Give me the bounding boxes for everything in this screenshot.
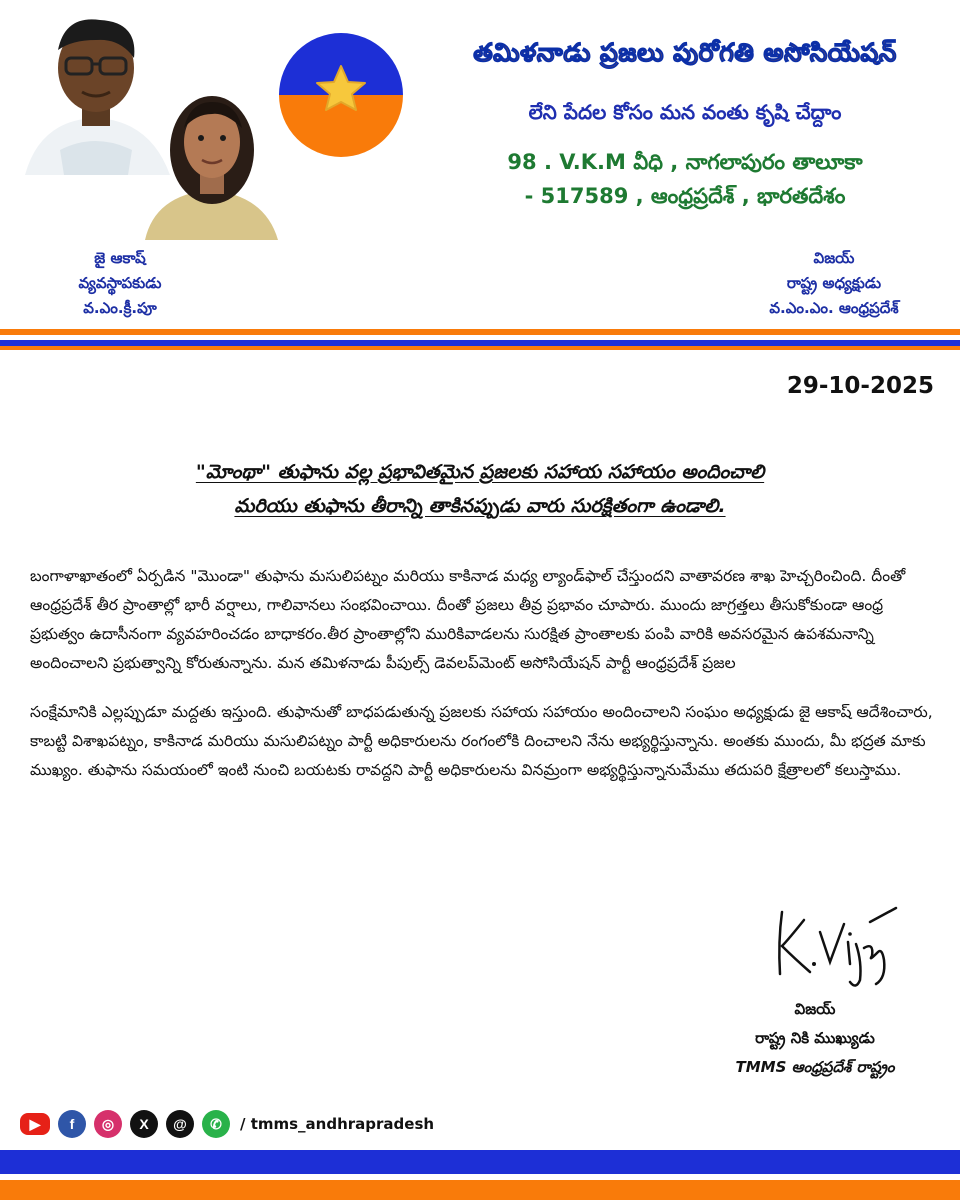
signature-block [700,995,930,1082]
president-name: విజయ్ [813,249,855,267]
founder-name: జై ఆకాష్ [94,249,146,267]
founder-role: వ్యవస్థాపకుడు [78,274,162,292]
tagline: లేని పేదల కోసం మన వంతు కృషి చేద్దాం [528,100,842,124]
letter-body [30,562,935,805]
president-org: వ.ఎం.ఎం. ఆంధ్రప్రదేశ్ [769,299,899,317]
signatory-org: TMMS ఆంధ్రప్రదేశ్ రాష్ట్రం [735,1058,895,1076]
portraits [20,10,290,240]
social-links [20,1108,434,1140]
subject-line-1: "మోంథా" తుఫాను వల్ల ప్రభావితమైన ప్రజలకు సహాయ సహాయం అందించాలి [195,461,765,483]
header-divider-bottom [0,346,960,350]
signatory-title: రాష్ట్ర నికి ముఖ్యుడు [755,1029,875,1047]
letter-date: 29-10-2025 [786,373,934,399]
threads-icon[interactable]: @ [166,1110,194,1138]
address-line-1: 98 . V.K.M వీధి , నాగలాపురం తాలూకా [507,150,863,174]
social-handle[interactable]: / tmms_andhrapradesh [240,1115,435,1133]
signatory-name: విజయ్ [794,1000,836,1018]
organization-logo [278,32,404,158]
x-icon[interactable]: X [130,1110,158,1138]
organization-name: తమిళనాడు ప్రజలు పురోగతి అసోసియేషన్ [473,38,897,67]
handwritten-signature [760,902,900,992]
president-caption [714,246,954,321]
boy-portrait [25,19,170,175]
instagram-icon[interactable]: ◎ [94,1110,122,1138]
footer-divider-orange [0,1180,960,1200]
letter-subject [70,455,890,523]
founder-caption [20,246,220,321]
address [420,145,950,213]
address-line-2: - 517589 , ఆంధ్రప్రదేశ్ , భారతదేశం [524,184,846,208]
subject-line-2: మరియు తుఫాను తీరాన్ని తాకినప్పుడు వారు సురక్షితంగా ఉండాలి. [234,495,726,517]
footer-divider-blue [0,1150,960,1174]
body-paragraph-1: బంగాళాఖాతంలో ఏర్పడిన "మొండా" తుఫాను మసులిపట్నం మరియు కాకినాడ మధ్య ల్యాండ్‌ఫాల్ చేస్తుందని వాతావరణ శాఖ హెచ్చరించింది. దీంతో ఆంధ్రప్రదేశ్ తీర ప్రాంతాల్లో భారీ వర్షాలు, గాలివానలు సంభవించాయి. దీంతో ప్రజలు తీవ్ర ప్రభావం చూపారు. ముందు జాగ్రత్తలు తీసుకోకుండా ఆంధ్ర ప్రభుత్వం ఉదాసీనంగా వ్యవహరించడం బాధాకరం.తీర ప్రాంతాల్లోని మురికివాడలను సురక్షిత ప్రాంతాలకు పంపి వారికి అవసరమైన ఉపశమనాన్ని అందించాలని ప్రభుత్వాన్ని కోరుతున్నాను. మన తమిళనాడు పీపుల్స్ డెవలప్‌మెంట్ అసోసియేషన్ పార్టీ ఆంధ్రప్రదేశ్ ప్రజల [30,567,906,672]
body-paragraph-2: సంక్షేమానికి ఎల్లప్పుడూ మద్దతు ఇస్తుంది. తుఫానుతో బాధపడుతున్న ప్రజలకు సహాయ సహాయం అందించాలని సంఘం అధ్యక్షుడు జై ఆకాష్ ఆదేశించారు, కాబట్టి విశాఖపట్నం, కాకినాడ మరియు మసులిపట్నం పార్టీ అధికారులను రంగంలోకి దించాలని నేను అభ్యర్థిస్తున్నాను. అంతకు ముందు, మీ భద్రత మాకు ముఖ్యం. తుఫాను సమయంలో ఇంటి నుంచి బయటకు రావద్దని పార్టీ అధికారులను వినమ్రంగా అభ్యర్థిస్తున్నానుమేము తదుపరి క్షేత్రాలలో కలుస్తాము. [30,703,933,779]
founder-org: వ.ఎం.క్రీ.పూ [83,299,157,317]
president-role: రాష్ట్ర అధ్యక్షుడు [786,274,882,292]
facebook-icon[interactable]: f [58,1110,86,1138]
youtube-icon[interactable]: ▶ [20,1113,50,1135]
whatsapp-icon[interactable]: ✆ [202,1110,230,1138]
